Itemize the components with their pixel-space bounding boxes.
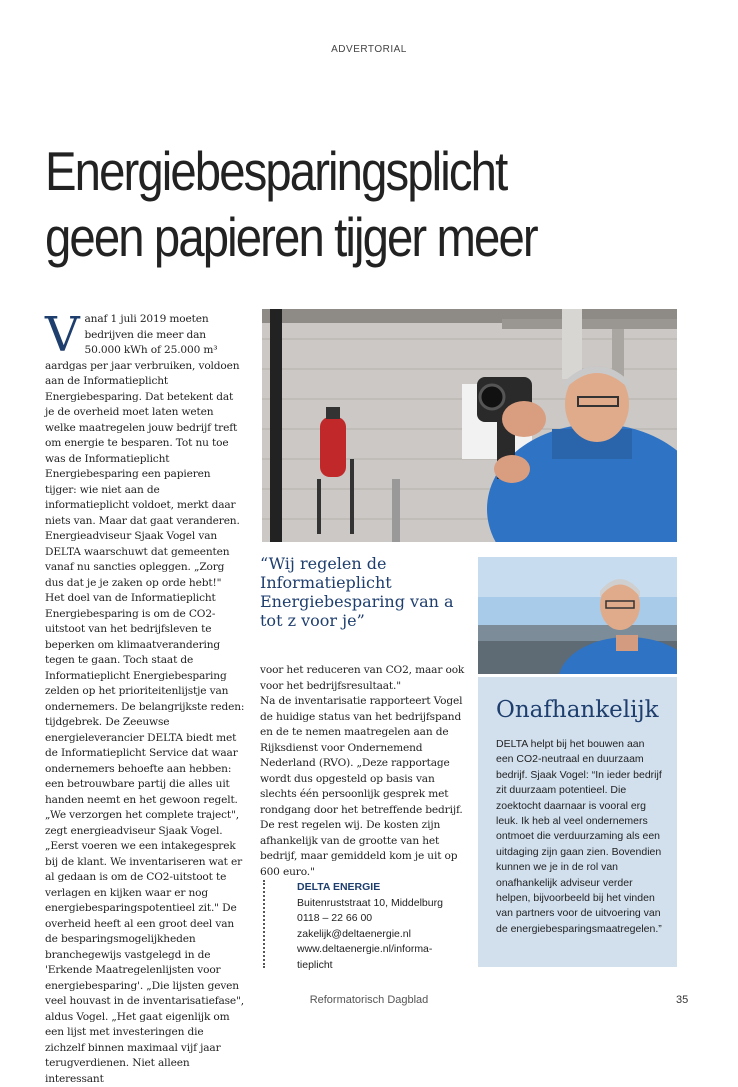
- article-paragraph: anaf 1 juli 2019 moeten bedrijven die meer dan 50.000 kWh of 25.000 m³ aardgas per jaar verbruiken, voldoen aan de Informatieplicht Energiebesparing. Dat betekent dat je de overheid moet laten weten welke maatregelen jouw bedrijf treft om energie te besparen. Tot nu toe was de Informatieplicht Energiebesparing een papieren tijger: wie niet aan de informatieplicht voldoet, merkt daar niets van. Maar dat gaat veranderen. Energieadviseur Sjaak Vogel van DELTA waarschuwt dat gemeenten vanaf nu sancties opleggen. „Zorg dus dat je je zaken op orde hebt!": [45, 313, 240, 589]
- photo-illustration: [262, 309, 677, 542]
- photo-portrait-sjaak-vogel: [478, 557, 677, 674]
- headline-line-2: geen papieren tijger meer: [45, 206, 537, 268]
- headline: [45, 138, 604, 270]
- drop-cap: V: [45, 307, 80, 363]
- contact-company: DELTA ENERGIE: [297, 881, 381, 893]
- sidebar-box: [478, 677, 677, 967]
- contact-address: Buitenruststraat 10, Middelburg: [297, 896, 443, 909]
- portrait-illustration: [478, 557, 677, 674]
- contact-website-cont: tieplicht: [297, 958, 333, 971]
- sidebar-text: DELTA helpt bij het bouwen aan een CO2-neutraal en duurzaam bedrijf. Sjaak Vogel: “In ieder bedrijf zit duurzaam potentieel. Die zoektocht daarnaar is vooral erg leuk. Ik heb al veel ondernemers ontmoet die verduurzaming als een uitdaging zijn gaan zien. Bovendien kunnen we je in de rol van onafhankelijk adviseur verder helpen, bijvoorbeeld bij het vinden van partners voor de uitvoering van de energiebesparingsmaatregelen.”: [496, 738, 662, 935]
- article-paragraph: voor het reduceren van CO2, maar ook voor het bedrijfsresultaat.": [260, 664, 465, 692]
- article-column-2: [260, 663, 465, 880]
- section-label: ADVERTORIAL: [331, 44, 407, 55]
- headline-line-1: Energiebesparingsplicht: [45, 140, 507, 202]
- pull-quote: “Wij regelen de Informatieplicht Energiebesparing van a tot z voor je”: [260, 554, 454, 630]
- article-paragraph: Het doel van de Informatieplicht Energiebesparing is om de CO2-uitstoot van het bedrijfsleven te beperken om klimaatverandering tegen te gaan. Toch staat de Informatieplicht Energiebesparing zelden op het prioriteitenlijstje van ondernemers. De belangrijkste reden: tijdgebrek. De Zeeuwse energieleverancier DELTA biedt met de Informatieplicht Service dat waar ondernemers behoefte aan hebben: een betrouwbare partij die alles uit handen neemt en het gewoon regelt.: [45, 592, 245, 806]
- contact-website: www.deltaenergie.nl/informa-: [297, 943, 433, 955]
- article-paragraph: Na de inventarisatie rapporteert Vogel de huidige status van het bedrijfspand en de te nemen maatregelen aan de Rijksdienst voor Ondernemend Nederland (RVO). „Deze rapportage wordt dus opgesteld op basis van slechts één persoonlijk gesprek met rondgang door het betreffende bedrijf. De rest regelen wij. De kosten zijn afhankelijk van de grootte van het bedrijf, maar gemiddeld kom je uit op 600 euro.": [260, 695, 463, 878]
- article-column-1: [45, 307, 245, 1087]
- footer-publication: Reformatorisch Dagblad: [309, 994, 429, 1006]
- contact-phone: 0118 – 22 66 00: [297, 912, 373, 924]
- page-number: 35: [676, 994, 689, 1006]
- photo-thermal-camera: [262, 309, 677, 542]
- contact-box: [263, 880, 463, 971]
- sidebar-title: Onafhankelijk: [496, 697, 659, 723]
- contact-email: zakelijk@deltaenergie.nl: [297, 927, 411, 940]
- article-paragraph: „We verzorgen het complete traject", zegt energieadviseur Sjaak Vogel. „Eerst voeren we een intakegesprek bij de klant. We inventariseren wat er al gedaan is om de CO2-uitstoot te verlagen en kijken waar er nog energiebesparingspotentieel zit." De overheid heeft al een groot deel van de besparingsmogelijkheden branchegewijs vastgelegd in de 'Erkende Maatregelenlijsten voor energiebesparing'. „Die lijsten geven veel houvast in de inventarisatiefase", aldus Vogel. „Het gaat eigenlijk om een lijst met investeringen die zichzelf binnen maximaal vijf jaar terugverdienen. Niet alleen interessant: [45, 809, 244, 1085]
